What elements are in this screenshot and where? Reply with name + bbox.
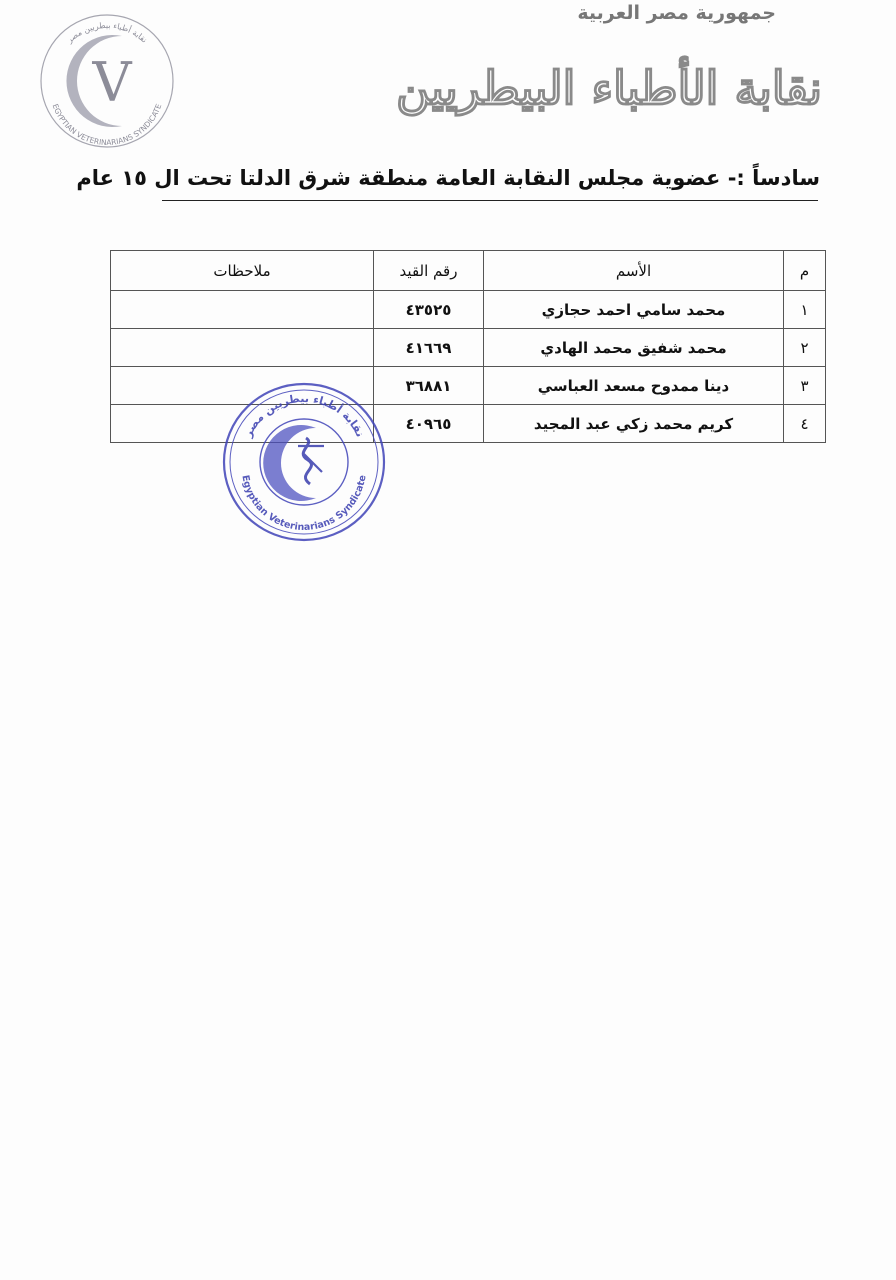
members-table (110, 250, 826, 443)
row-num: ٤ (784, 405, 826, 443)
row-num: ١ (784, 291, 826, 329)
logo-letter: V (92, 51, 132, 114)
title-underline (162, 200, 818, 201)
svg-text:Egyptian Veterinarians Syndica (239, 474, 368, 533)
header-notes: ملاحظات (111, 251, 374, 291)
stamp-text-en: Egyptian Veterinarians Syndicate (239, 474, 369, 534)
row-reg: ٤١٦٦٩ (374, 329, 484, 367)
row-reg: ٤٠٩٦٥ (374, 405, 484, 443)
table-row (111, 329, 826, 367)
country-name: جمهورية مصر العربية (577, 2, 776, 24)
stamp-text-ar: نقابة أطباء بيطريين مصر (241, 391, 367, 440)
table-row (111, 291, 826, 329)
logo-ring-text-en: EGYPTIAN VETERINARIANS SYNDICATE (50, 102, 164, 148)
syndicate-logo-icon (32, 6, 182, 156)
row-notes (111, 291, 374, 329)
table-row (111, 405, 826, 443)
row-num: ٣ (784, 367, 826, 405)
row-reg: ٣٦٨٨١ (374, 367, 484, 405)
logo-ring-text-ar: نقابة أطباء بيطريين مصر (65, 20, 149, 45)
row-reg: ٤٣٥٢٥ (374, 291, 484, 329)
svg-text:نقابة أطباء بيطريين مصر (64, 21, 149, 45)
official-stamp-icon (220, 380, 390, 545)
row-name: دينا ممدوح مسعد العباسي (484, 367, 784, 405)
header-name: الأسم (484, 251, 784, 291)
header-num: م (784, 251, 826, 291)
syndicate-name-calligraphy: نقابة الأطباء البيطريين (396, 61, 822, 115)
row-name: محمد شفيق محمد الهادي (484, 329, 784, 367)
section-title: سادساً :- عضوية مجلس النقابة العامة منطقة شرق الدلتا تحت ال ١٥ عام (76, 166, 820, 190)
row-notes (111, 329, 374, 367)
svg-text:نقابة أطباء بيطريين مصر (241, 392, 367, 440)
row-name: محمد سامي احمد حجازي (484, 291, 784, 329)
table-row (111, 367, 826, 405)
header-reg: رقم القيد (374, 251, 484, 291)
row-num: ٢ (784, 329, 826, 367)
table-header-row (111, 251, 826, 291)
row-name: كريم محمد زكي عبد المجيد (484, 405, 784, 443)
